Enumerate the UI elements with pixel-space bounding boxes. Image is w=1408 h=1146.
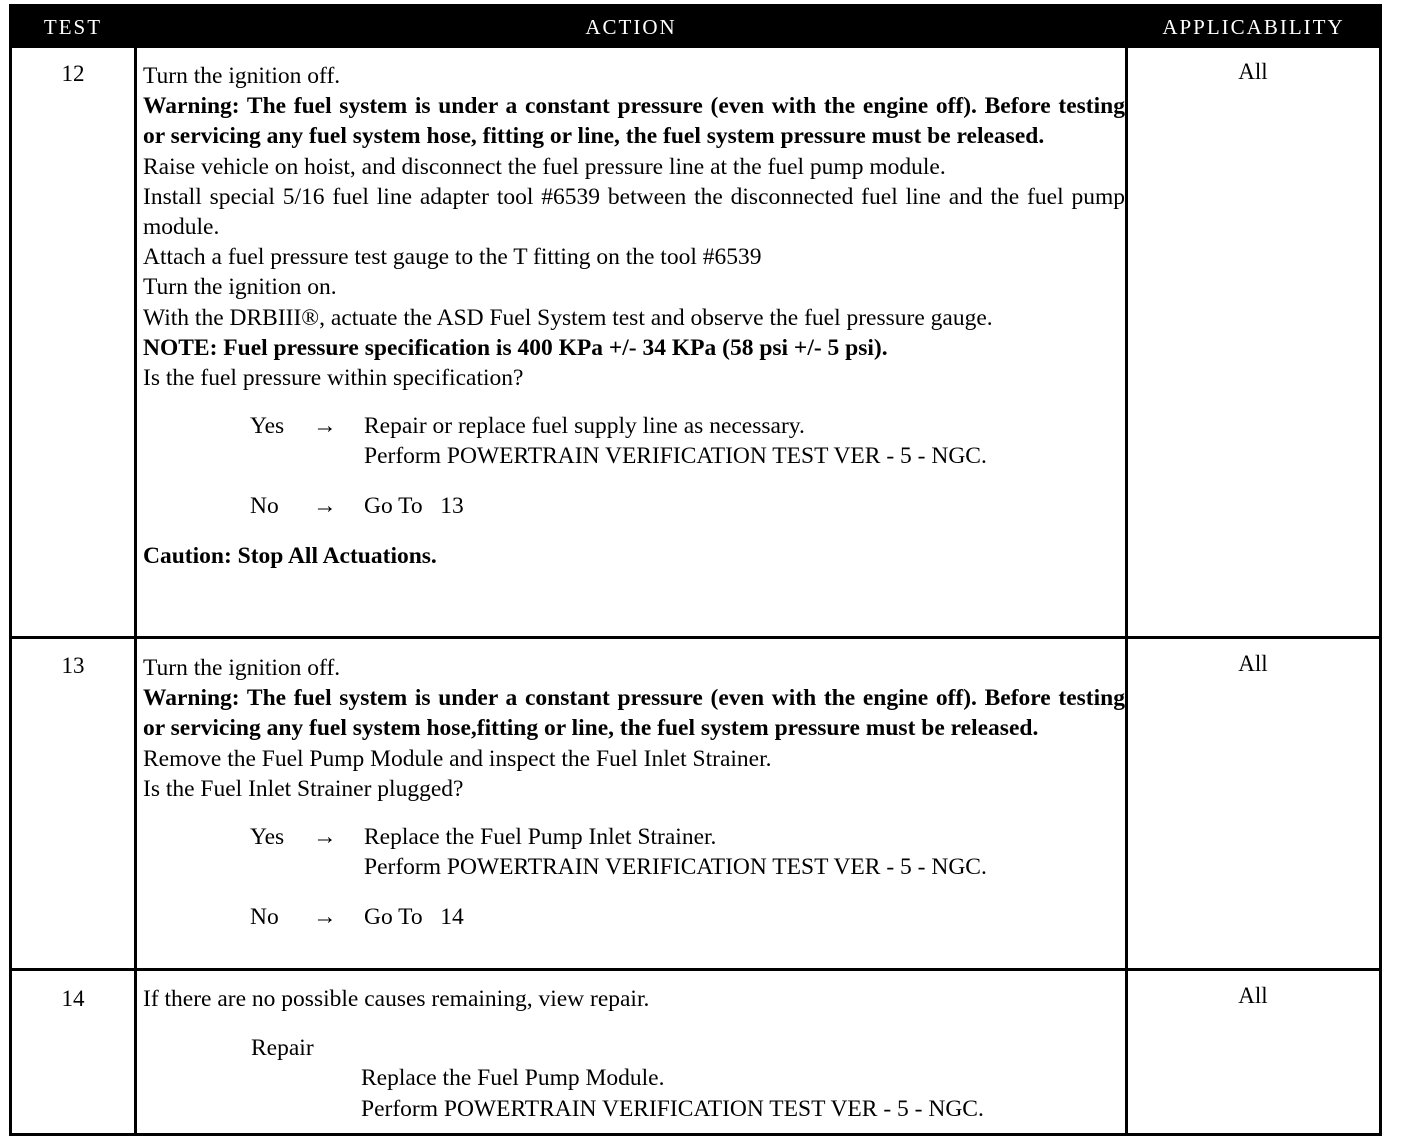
yes-result: Replace the Fuel Pump Inlet Strainer. — [364, 824, 717, 851]
no-option — [143, 491, 1125, 521]
row-divider — [12, 636, 1379, 639]
action-text: Install special 5/16 fuel line adapter tool #6539 between the disconnected fuel line and the fuel pump module. — [143, 183, 1125, 241]
yes-result: Perform POWERTRAIN VERIFICATION TEST VER - 5 - NGC. — [364, 443, 987, 470]
test-number: 14 — [61, 986, 85, 1011]
action-cell — [143, 61, 1125, 571]
repair-text: Perform POWERTRAIN VERIFICATION TEST VER - 5 - NGC. — [361, 1095, 984, 1122]
arrow-right-icon: → — [313, 493, 337, 520]
test-number: 13 — [61, 653, 85, 678]
caution-text: Caution: Stop All Actuations. — [143, 543, 437, 570]
action-text: Turn the ignition on. — [143, 274, 337, 301]
row-divider — [12, 968, 1379, 971]
yes-result: Repair or replace fuel supply line as necessary. — [364, 413, 805, 440]
yes-option-continued — [143, 441, 1125, 471]
action-text: Attach a fuel pressure test gauge to the T fitting on the tool #6539 — [143, 244, 762, 271]
action-text: Remove the Fuel Pump Module and inspect the Fuel Inlet Strainer. — [143, 745, 772, 772]
table-header — [12, 7, 1379, 48]
header-applicability: APPLICABILITY — [1162, 15, 1345, 39]
question-text: Is the Fuel Inlet Strainer plugged? — [143, 775, 464, 802]
note-text: NOTE: Fuel pressure specification is 400 KPa +/- 34 KPa (58 psi +/- 5 psi). — [143, 334, 888, 361]
arrow-right-icon: → — [313, 824, 337, 851]
action-text: With the DRBIII®, actuate the ASD Fuel System test and observe the fuel pressure gauge. — [143, 304, 993, 331]
header-test: TEST — [43, 15, 103, 39]
yes-option-continued — [143, 852, 1125, 882]
arrow-right-icon: → — [313, 904, 337, 931]
diagnostic-test-table — [9, 4, 1382, 1136]
action-text: Turn the ignition off. — [143, 63, 341, 89]
no-label: No — [250, 493, 279, 520]
yes-option — [143, 822, 1125, 852]
action-text: Turn the ignition off. — [143, 655, 341, 681]
repair-text: Replace the Fuel Pump Module. — [361, 1065, 665, 1092]
applicability-value: All — [1238, 651, 1268, 676]
action-text: If there are no possible causes remaining, view repair. — [143, 986, 650, 1012]
action-cell — [143, 984, 1125, 1124]
yes-result: Perform POWERTRAIN VERIFICATION TEST VER - 5 - NGC. — [364, 854, 987, 881]
header-action: ACTION — [585, 15, 677, 39]
yes-option — [143, 411, 1125, 441]
yes-label: Yes — [250, 413, 285, 440]
no-result: Go To 13 — [364, 493, 464, 520]
arrow-right-icon: → — [313, 413, 337, 440]
no-label: No — [250, 904, 279, 931]
action-text: Raise vehicle on hoist, and disconnect the fuel pressure line at the fuel pump module. — [143, 153, 946, 180]
test-number: 12 — [61, 61, 85, 86]
warning-text: Warning: The fuel system is under a constant pressure (even with the engine off). Before testing or servicing any fuel system hose, fitting or line, the fuel system pressure must be released. — [143, 93, 1125, 150]
applicability-value: All — [1238, 983, 1268, 1008]
applicability-value: All — [1238, 59, 1268, 84]
repair-label: Repair — [251, 1035, 314, 1062]
warning-text: Warning: The fuel system is under a constant pressure (even with the engine off). Before testing or servicing any fuel system hose,fitting or line, the fuel system pressure must be released. — [143, 685, 1125, 742]
question-text: Is the fuel pressure within specification? — [143, 365, 524, 392]
yes-label: Yes — [250, 824, 285, 851]
no-option — [143, 902, 1125, 932]
action-cell — [143, 653, 1125, 932]
no-result: Go To 14 — [364, 904, 464, 931]
